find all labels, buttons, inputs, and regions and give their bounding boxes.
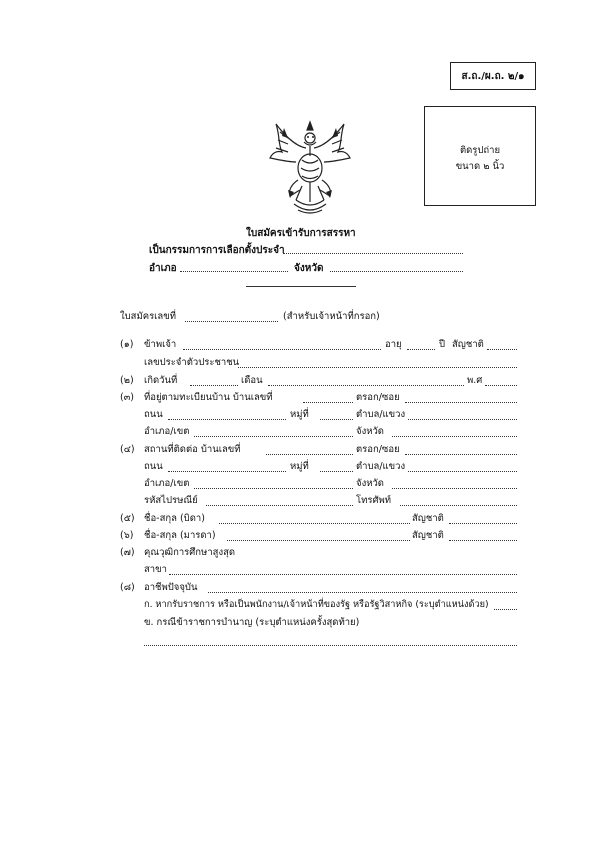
item-6-number: (๖) <box>120 530 134 541</box>
contact-subdistrict-label: ตำบล/แขวง <box>356 461 406 472</box>
province-field[interactable] <box>330 271 463 272</box>
item-2-number: (๒) <box>120 375 134 386</box>
age-field[interactable] <box>407 349 435 350</box>
app-no-field[interactable] <box>185 321 278 322</box>
moo-label: หมู่ที่ <box>290 409 309 420</box>
form-title: ใบสมัครเข้ารับการสรรหา <box>246 228 356 239</box>
province-field-3[interactable] <box>392 436 517 437</box>
app-no-label: ใบสมัครเลขที่ <box>120 311 177 322</box>
birth-month-field[interactable] <box>268 385 464 386</box>
contact-moo-field[interactable] <box>320 471 353 472</box>
item-2-label: เกิดวันที่ <box>144 375 178 386</box>
birth-year-field[interactable] <box>485 385 517 386</box>
contact-house-no-field[interactable] <box>266 454 353 455</box>
nationality-label: สัญชาติ <box>452 339 484 350</box>
birth-day-field[interactable] <box>190 385 238 386</box>
father-nationality-label: สัญชาติ <box>412 513 444 524</box>
contact-road-field[interactable] <box>168 471 286 472</box>
district-field[interactable] <box>180 271 288 272</box>
app-no-note: (สำหรับเจ้าหน้าที่กรอก) <box>283 311 380 322</box>
header-line-2: เป็นกรรมการการเลือกตั้งประจำ <box>149 245 285 256</box>
option-b-field[interactable] <box>144 645 517 646</box>
id-label: เลขประจำตัวประชาชน <box>144 357 240 368</box>
nationality-field[interactable] <box>487 349 517 350</box>
id-field[interactable] <box>238 367 517 368</box>
postcode-field[interactable] <box>206 505 353 506</box>
birth-year-label: พ.ศ <box>467 375 483 386</box>
item-3-label: ที่อยู่ตามทะเบียนบ้าน บ้านเลขที่ <box>144 392 273 403</box>
form-code: ส.ถ./ผ.ถ. ๒/๑ <box>450 62 536 90</box>
mother-nationality-label: สัญชาติ <box>412 530 444 541</box>
item-1-number: (๑) <box>120 339 134 350</box>
photo-label: ติดรูปถ่าย <box>459 145 501 156</box>
alley-field[interactable] <box>405 402 517 403</box>
item-5-number: (๕) <box>120 513 135 524</box>
item-7-label: คุณวุฒิการศึกษาสูงสุด <box>144 547 236 558</box>
branch-label: สาขา <box>144 564 167 575</box>
father-nationality-field[interactable] <box>449 523 517 524</box>
mother-nationality-field[interactable] <box>449 540 517 541</box>
phone-label: โทรศัพท์ <box>356 495 392 506</box>
road-label: ถนน <box>144 409 163 420</box>
father-name-field[interactable] <box>219 523 410 524</box>
item-8-label: อาชีพปัจจุบัน <box>144 582 198 593</box>
photo-box <box>424 106 536 206</box>
road-field[interactable] <box>168 419 286 420</box>
alley-label: ตรอก/ซอย <box>356 392 400 403</box>
photo-size-label: ขนาด ๒ นิ้ว <box>455 161 505 172</box>
item-6-label: ชื่อ-สกุล (มารดา) <box>144 530 216 541</box>
contact-road-label: ถนน <box>144 461 163 472</box>
district-label: อำเภอ <box>149 263 177 274</box>
province-label: จังหวัด <box>294 263 324 274</box>
age-unit-label: ปี <box>439 339 446 350</box>
mother-name-field[interactable] <box>227 540 410 541</box>
birth-month-label: เดือน <box>241 375 263 386</box>
committee-field[interactable] <box>283 253 463 254</box>
district-label-3: อำเภอ/เขต <box>144 426 190 437</box>
subdistrict-field[interactable] <box>408 419 517 420</box>
province-label-3: จังหวัด <box>356 426 384 437</box>
district-field-3[interactable] <box>194 436 353 437</box>
option-a-field[interactable] <box>494 609 517 610</box>
moo-field[interactable] <box>320 419 353 420</box>
contact-district-field[interactable] <box>194 488 353 489</box>
occupation-option-a: ก. หากรับราชการ หรือเป็นพนักงาน/เจ้าหน้าที่ของรัฐ หรือรัฐวิสาหกิจ (ระบุตำแหน่งด้วย) <box>144 599 489 610</box>
occupation-option-b: ข. กรณีข้าราชการบำนาญ (ระบุตำแหน่งครั้งสุดท้าย) <box>144 617 360 628</box>
contact-alley-field[interactable] <box>405 454 517 455</box>
postcode-label: รหัสไปรษณีย์ <box>144 495 198 506</box>
item-1-label: ข้าพเจ้า <box>144 339 177 350</box>
contact-moo-label: หมู่ที่ <box>290 461 309 472</box>
contact-alley-label: ตรอก/ซอย <box>356 444 400 455</box>
item-4-label: สถานที่ติดต่อ บ้านเลขที่ <box>144 444 241 455</box>
age-label: อายุ <box>385 339 402 350</box>
occupation-field[interactable] <box>208 592 517 593</box>
item-4-number: (๔) <box>120 444 135 455</box>
branch-field[interactable] <box>169 574 517 575</box>
garuda-emblem-icon <box>266 118 354 218</box>
item-3-number: (๓) <box>120 392 134 403</box>
item-8-number: (๘) <box>120 582 135 593</box>
contact-district-label: อำเภอ/เขต <box>144 478 190 489</box>
contact-province-field[interactable] <box>392 488 517 489</box>
subdistrict-label: ตำบล/แขวง <box>356 409 406 420</box>
contact-subdistrict-field[interactable] <box>408 471 517 472</box>
header-divider <box>246 286 356 287</box>
contact-province-label: จังหวัด <box>356 478 384 489</box>
house-no-field[interactable] <box>303 402 353 403</box>
name-field[interactable] <box>183 349 381 350</box>
item-5-label: ชื่อ-สกุล (บิดา) <box>144 513 205 524</box>
phone-field[interactable] <box>400 505 517 506</box>
item-7-number: (๗) <box>120 547 135 558</box>
